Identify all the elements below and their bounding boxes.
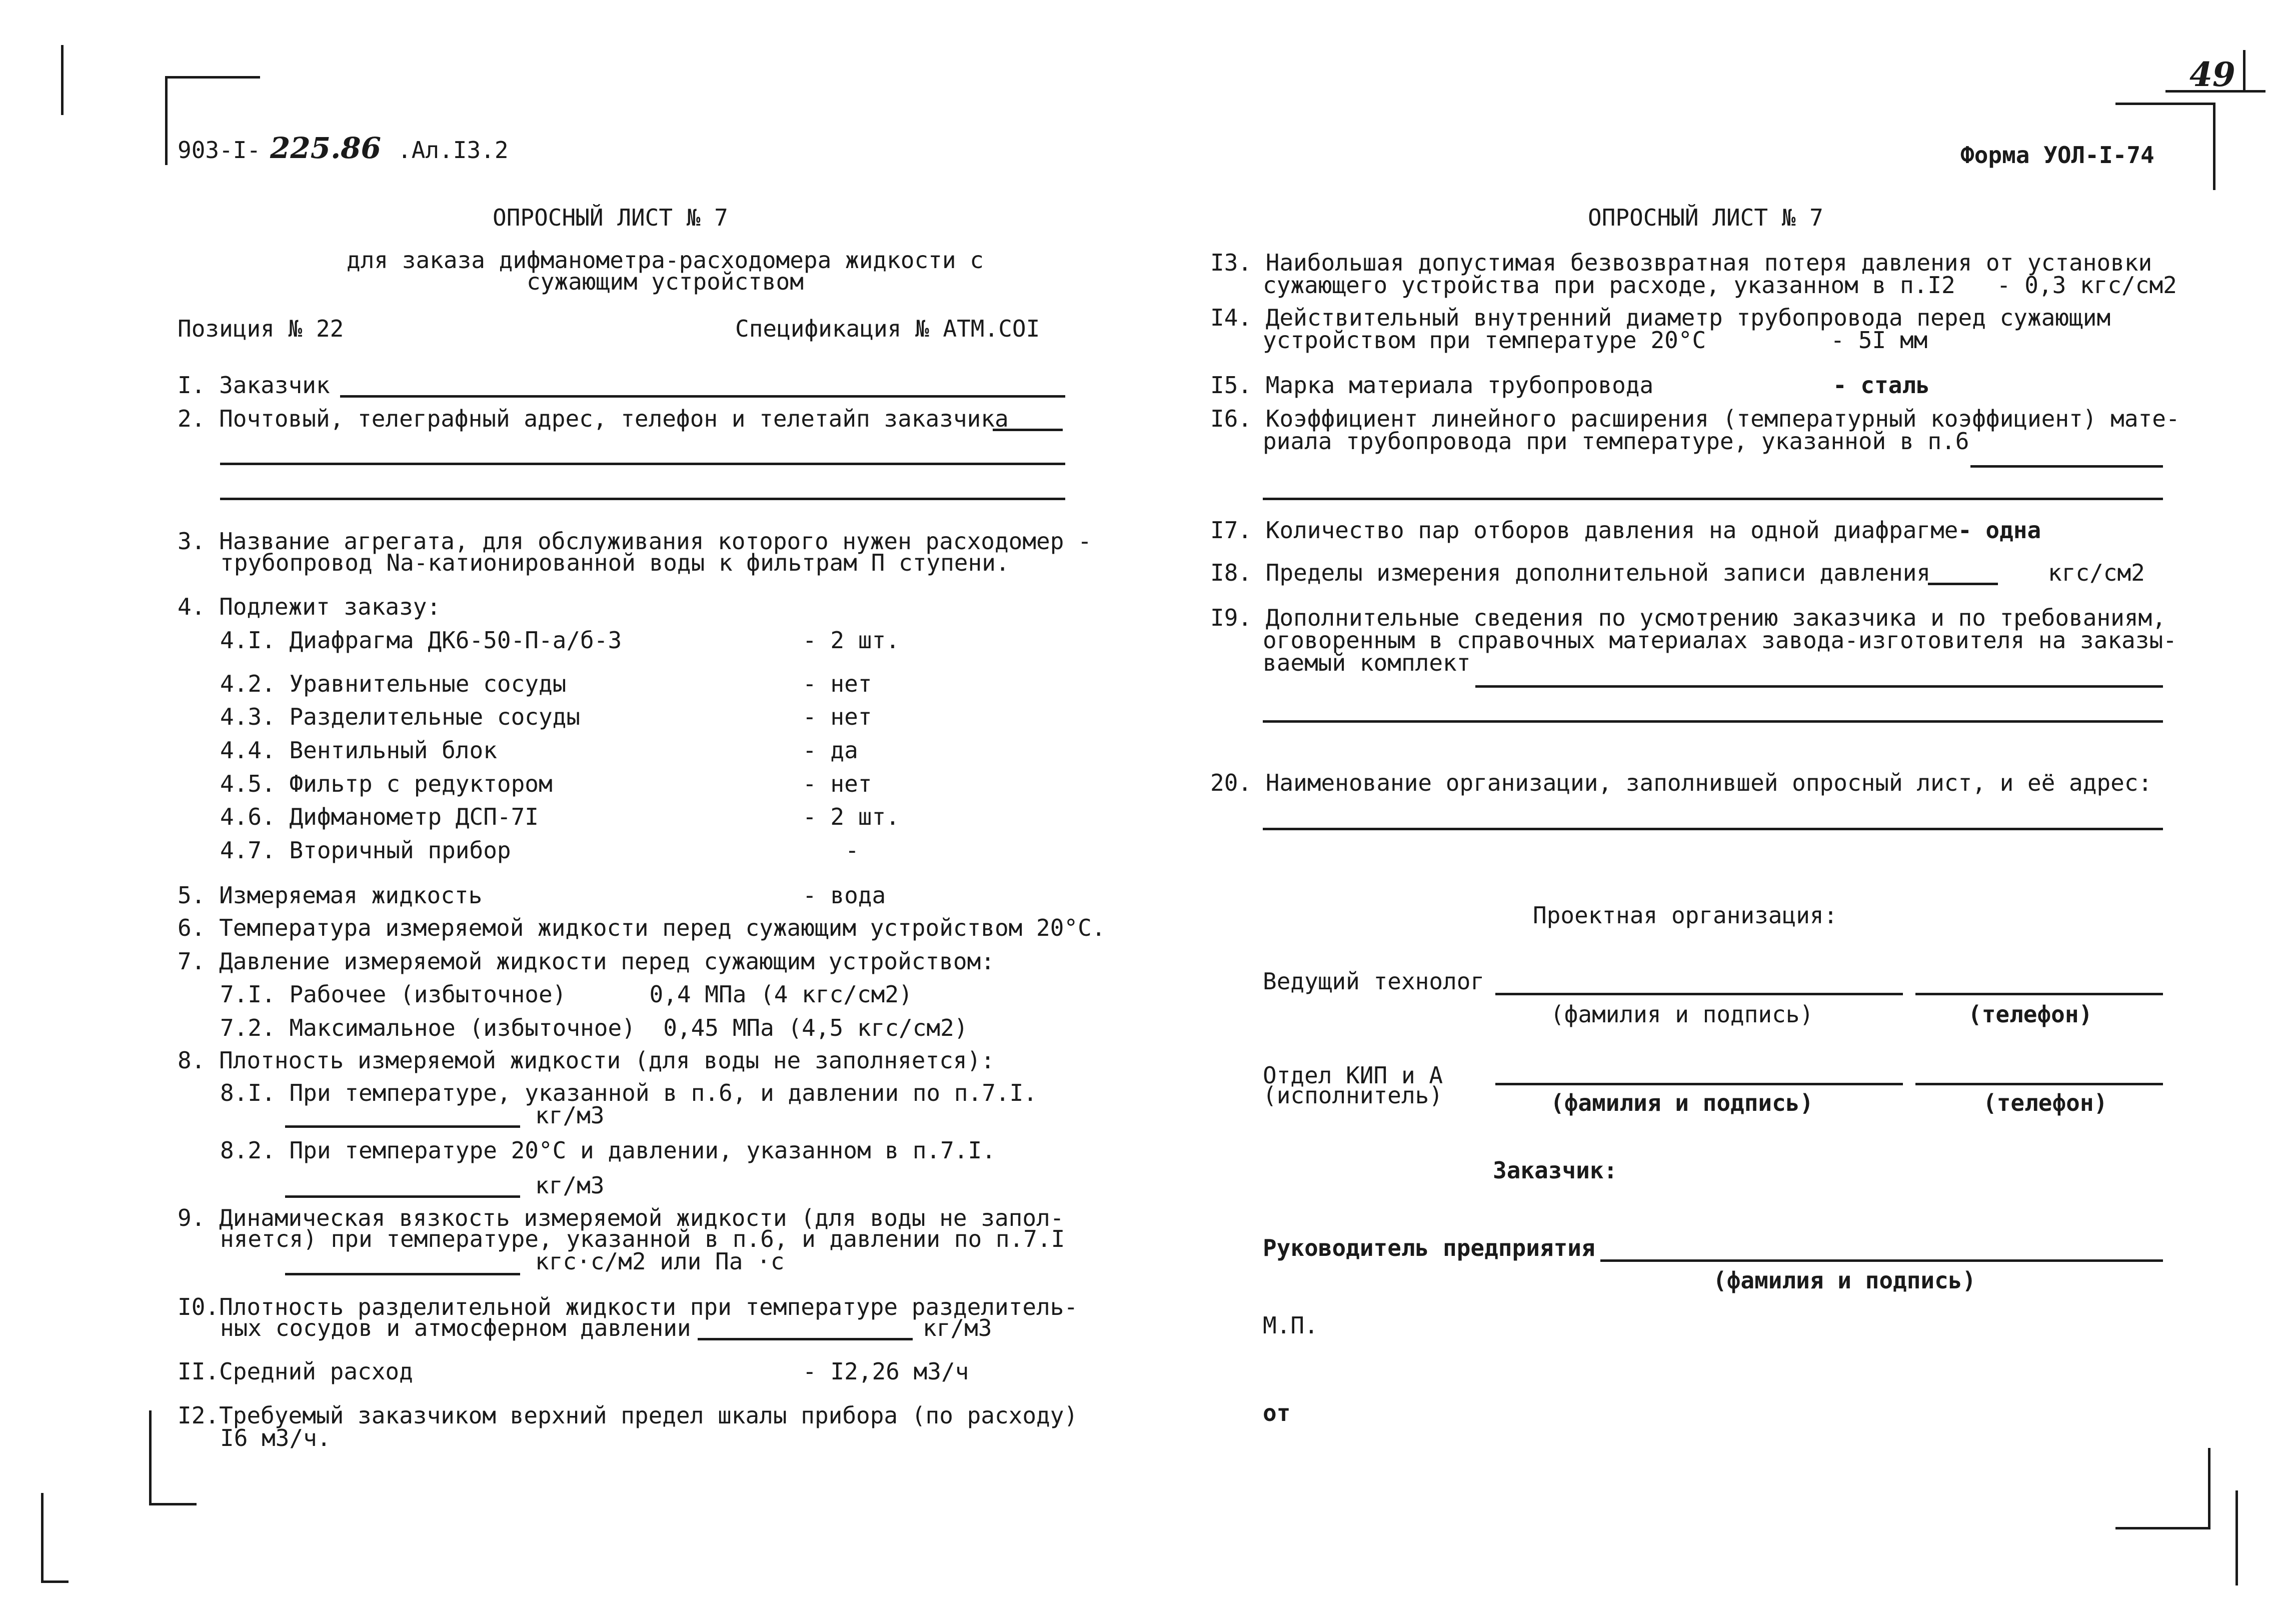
crop-mark-bottom-right — [2235, 1490, 2238, 1585]
item-5-liquid: 5. Измеряемая жидкость — [178, 882, 483, 909]
item-17-pairs: I7. Количество пар отборов давления на одной диафрагме — [1210, 517, 1958, 544]
left-subtitle-line1: для заказа дифманометра-расходомера жидкости с — [347, 247, 984, 274]
item-13-line1: I3. Наибольшая допустимая безвозвратная потеря давления от установки — [1210, 249, 2152, 276]
item-9-fill-line — [285, 1273, 520, 1275]
item-19-fill-line-a — [1475, 685, 2163, 688]
item-4-2-value: - нет — [803, 670, 872, 697]
item-8-density: 8. Плотность измеряемой жидкости (для воды не заполняется): — [178, 1047, 995, 1074]
item-10-unit: кг/м3 — [923, 1314, 992, 1341]
frame-line-top-left — [165, 76, 168, 165]
item-19-line1: I9. Дополнительные сведения по усмотрению заказчика и по требованиям, — [1210, 604, 2166, 631]
kip-signature-line — [1495, 1083, 1903, 1085]
item-4-5-label: 4.5. Фильтр с редуктором — [220, 770, 553, 797]
item-6-temperature: 6. Температура измеряемой жидкости перед сужающим устройством 20°С. — [178, 914, 1106, 941]
item-19-line3: ваемый комплект — [1263, 649, 1471, 676]
item-4-4-label: 4.4. Вентильный блок — [220, 737, 497, 764]
item-8-1-unit: кг/м3 — [535, 1102, 605, 1129]
item-13-line2: сужающего устройства при расходе, указанном в п.I2 - 0,3 кгс/см2 — [1263, 272, 2177, 299]
item-5-value: - вода — [803, 882, 886, 909]
item-4-6-value: - 2 шт. — [803, 803, 900, 830]
item-15-material: I5. Марка материала трубопровода — [1210, 372, 1654, 399]
item-20-organization: 20. Наименование организации, заполнившей опросный лист, и её адрес: — [1210, 769, 2152, 796]
stamp-place-label: М.П. — [1263, 1312, 1318, 1339]
item-16-fill-line-b — [1263, 498, 2163, 500]
page-number: 49 — [2189, 55, 2235, 94]
item-8-2: 8.2. При температуре 20°С и давлении, указанном в п.7.I. — [220, 1137, 996, 1164]
kip-department-label: Отдел КИП и А — [1263, 1062, 1443, 1089]
item-10-line1: I0.Плотность разделительной жидкости при температуре разделитель- — [178, 1293, 1078, 1320]
enterprise-head-label: Руководитель предприятия — [1263, 1234, 1595, 1261]
item-4-5-value: - нет — [803, 770, 872, 797]
lead-technologist-signature-line — [1495, 993, 1903, 995]
frame-line-top-right — [2213, 103, 2215, 190]
doc-code-handwritten: 225.86 — [270, 131, 381, 165]
item-7-2-maximum: 7.2. Максимальное (избыточное) 0,45 МПа (4,5 кгс/см2) — [220, 1014, 968, 1041]
item-16-line2: риала трубопровода при температуре, указанной в п.6 — [1263, 428, 1969, 455]
item-4-1-value: - 2 шт. — [803, 627, 900, 654]
item-4-1-label: 4.I. Диафрагма ДК6-50-П-а/б-3 — [220, 627, 622, 654]
item-18-unit: кгс/см2 — [2048, 559, 2145, 586]
phone-caption-1: (телефон) — [1968, 1001, 2093, 1028]
frame-corner-top-left — [165, 76, 260, 79]
item-7-1-working: 7.I. Рабочее (избыточное) 0,4 МПа (4 кгс/см2) — [220, 981, 913, 1008]
item-3-line2: трубопровод Na-катионированной воды к фильтрам П ступени. — [220, 549, 1010, 576]
page-number-side — [2243, 50, 2245, 91]
item-4-3-value: - нет — [803, 703, 872, 730]
item-14-line1: I4. Действительный внутренний диаметр трубопровода перед сужающим — [1210, 304, 2111, 331]
item-4-3-label: 4.3. Разделительные сосуды — [220, 703, 581, 730]
lead-technologist-phone-line — [1915, 993, 2163, 995]
item-4-6-label: 4.6. Дифманометр ДСП-7I — [220, 803, 539, 830]
item-2-address: 2. Почтовый, телеграфный адрес, телефон и телетайп заказчика — [178, 405, 1009, 432]
item-7-pressure: 7. Давление измеряемой жидкости перед сужающим устройством: — [178, 948, 995, 975]
item-15-value: - сталь — [1833, 372, 1930, 399]
frame-line-bottom-left — [149, 1410, 152, 1505]
item-3-line1: 3. Название агрегата, для обслуживания которого нужен расходомер - — [178, 528, 1092, 555]
item-10-fill-line — [698, 1338, 913, 1340]
item-19-line2: оговоренным в справочных материалах завода-изготовителя на заказы- — [1263, 627, 2177, 654]
crop-mark-bottom-left — [41, 1493, 44, 1583]
kip-executor-label: (исполнитель) — [1263, 1082, 1443, 1109]
item-18-fill-line — [1928, 583, 1998, 585]
item-8-2-fill-line — [285, 1195, 520, 1198]
item-8-2-unit: кг/м3 — [535, 1172, 605, 1199]
item-8-1: 8.I. При температуре, указанной в п.6, и давлении по п.7.I. — [220, 1079, 1037, 1106]
item-16-fill-line-a — [1970, 465, 2163, 468]
item-4-4-value: - да — [803, 737, 858, 764]
item-4-7-value: - — [845, 837, 859, 864]
item-9-line2: няется) при температуре, указанной в п.6, и давлении по п.7.I — [220, 1225, 1065, 1252]
item-12-line1: I2.Требуемый заказчиком верхний предел шкалы прибора (по расходу) — [178, 1402, 1078, 1429]
design-organization-label: Проектная организация: — [1533, 902, 1838, 929]
frame-corner-bottom-left — [149, 1503, 197, 1505]
item-14-line2: устройством при температуре 20°С - 5I мм — [1263, 327, 1928, 354]
item-19-fill-line-b — [1263, 720, 2163, 723]
right-title: ОПРОСНЫЙ ЛИСТ № 7 — [1588, 204, 1823, 231]
frame-line-bottom-right — [2208, 1448, 2210, 1528]
frame-corner-top-right — [2115, 103, 2213, 105]
item-4-heading: 4. Подлежит заказу: — [178, 593, 441, 620]
crop-mark-bottom-left-h — [41, 1580, 69, 1583]
item-11-value: - I2,26 м3/ч — [803, 1358, 969, 1385]
album-code: .Ал.I3.2 — [398, 137, 509, 164]
kip-phone-line — [1915, 1083, 2163, 1085]
item-4-2-label: 4.2. Уравнительные сосуды — [220, 670, 567, 697]
signature-caption-2: (фамилия и подпись) — [1550, 1089, 1814, 1116]
item-8-1-fill-line — [285, 1125, 520, 1128]
date-from-label: от — [1263, 1399, 1291, 1426]
item-11-flow: II.Средний расход — [178, 1358, 413, 1385]
item-18-limits: I8. Пределы измерения дополнительной записи давления — [1210, 559, 1931, 586]
left-title: ОПРОСНЫЙ ЛИСТ № 7 — [493, 204, 728, 231]
enterprise-head-signature-line — [1600, 1259, 2163, 1262]
item-12-line2: I6 м3/ч. — [220, 1424, 331, 1451]
item-10-line2: ных сосудов и атмосферном давлении — [220, 1314, 691, 1341]
item-1-fill-line — [340, 395, 1065, 398]
phone-caption-2: (телефон) — [1983, 1089, 2108, 1116]
doc-code-prefix: 903-I- — [178, 137, 261, 164]
lead-technologist-label: Ведущий технолог — [1263, 968, 1485, 995]
signature-caption-3: (фамилия и подпись) — [1713, 1267, 1976, 1294]
position-number: Позиция № 22 — [178, 315, 344, 342]
margin-mark-left-edge — [61, 50, 64, 115]
item-16-line1: I6. Коэффициент линейного расширения (температурный коэффициент) мате- — [1210, 405, 2180, 432]
frame-corner-bottom-right — [2115, 1527, 2210, 1529]
item-9-line1: 9. Динамическая вязкость измеряемой жидкости (для воды не запол- — [178, 1204, 1064, 1231]
customer-label: Заказчик: — [1493, 1157, 1618, 1184]
signature-caption-1: (фамилия и подпись) — [1550, 1001, 1814, 1028]
item-20-fill-line — [1263, 828, 2163, 830]
item-2-fill-line-a — [993, 429, 1063, 431]
item-17-value: - одна — [1958, 517, 2041, 544]
item-4-7-label: 4.7. Вторичный прибор — [220, 837, 511, 864]
item-2-fill-line-c — [220, 498, 1065, 500]
item-1-customer: I. Заказчик — [178, 372, 330, 399]
item-9-unit: кгс·с/м2 или Па ·с — [535, 1248, 785, 1275]
specification-number: Спецификация № АТМ.СОI — [735, 315, 1040, 342]
form-code: Форма УОЛ-I-74 — [1960, 142, 2154, 169]
left-subtitle-line2: сужающим устройством — [527, 268, 804, 295]
item-2-fill-line-b — [220, 463, 1065, 465]
